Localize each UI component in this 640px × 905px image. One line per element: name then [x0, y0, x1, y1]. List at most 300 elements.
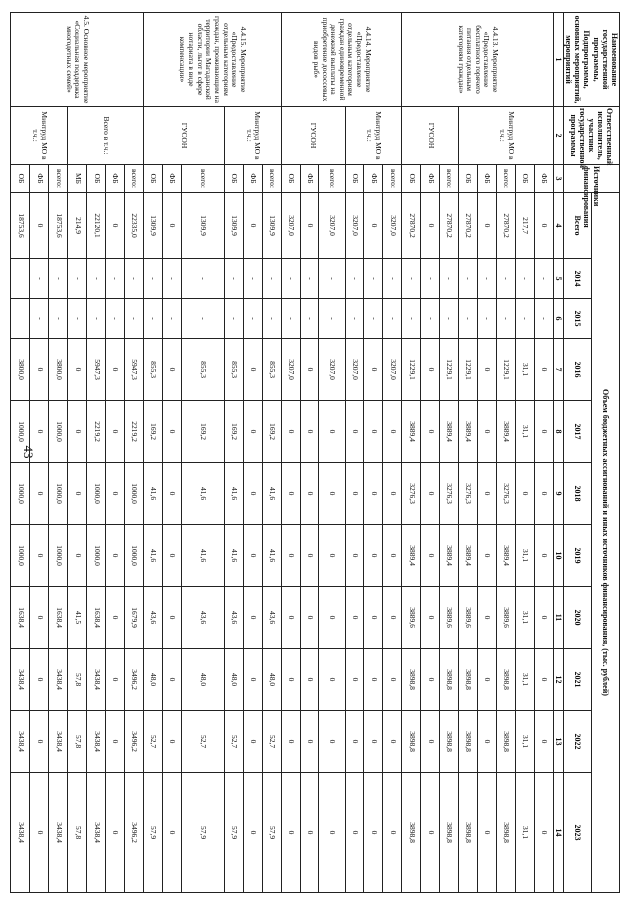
amount-cell: 0 [243, 401, 262, 463]
amount-cell: 3438,4 [11, 711, 30, 773]
year-header: 2022 [563, 711, 591, 773]
funding-source: ФБ [243, 165, 262, 193]
amount-cell: 0 [534, 587, 553, 649]
amount-cell: 41,6 [181, 463, 224, 525]
amount-cell: - [144, 299, 163, 339]
year-header: 2020 [563, 587, 591, 649]
table-row [181, 13, 224, 893]
amount-cell: 43,6 [144, 587, 163, 649]
year-header: 2015 [563, 299, 591, 339]
column-index: 14 [553, 773, 563, 893]
amount-cell: 0 [319, 711, 345, 773]
amount-cell: 0 [421, 587, 440, 649]
funding-source: всего: [440, 165, 459, 193]
index-row [553, 13, 563, 893]
amount-cell: 43,6 [224, 587, 243, 649]
amount-cell: 3207,0 [281, 339, 300, 401]
amount-cell: 3898,8 [402, 773, 421, 893]
amount-cell: 48,0 [262, 649, 281, 711]
amount-cell: 1000,0 [125, 525, 144, 587]
amount-cell: 3889,6 [440, 587, 459, 649]
amount-cell: 0 [534, 649, 553, 711]
amount-cell: 0 [300, 649, 319, 711]
funding-source: ФБ [534, 165, 553, 193]
amount-cell: 3207,0 [345, 193, 364, 259]
amount-cell: 27870,2 [402, 193, 421, 259]
amount-cell: 169,2 [181, 401, 224, 463]
amount-cell: 0 [383, 463, 402, 525]
amount-cell: - [515, 259, 534, 299]
amount-cell: 3438,4 [87, 773, 106, 893]
amount-cell: 217,7 [515, 193, 534, 259]
amount-cell: - [496, 299, 515, 339]
amount-cell: - [87, 259, 106, 299]
table-row [262, 13, 281, 893]
amount-cell: 2219,2 [125, 401, 144, 463]
name-column-header: Наименование государственной программы, Подпрограммы, основных мероприятий, мероприятий [563, 13, 619, 107]
amount-cell: 0 [106, 587, 125, 649]
amount-cell: 0 [534, 193, 553, 259]
amount-cell: - [515, 299, 534, 339]
amount-cell: 0 [478, 711, 497, 773]
amount-cell: - [300, 259, 319, 299]
amount-cell: 0 [162, 773, 181, 893]
amount-cell: 0 [162, 649, 181, 711]
amount-cell: 31,1 [515, 401, 534, 463]
year-header: 2017 [563, 401, 591, 463]
amount-cell: - [459, 299, 478, 339]
amount-cell: 0 [106, 525, 125, 587]
amount-cell: 3438,4 [11, 649, 30, 711]
amount-cell: - [383, 299, 402, 339]
amount-cell: 0 [162, 525, 181, 587]
amount-cell: 3438,4 [49, 773, 68, 893]
amount-cell: 1000,0 [11, 525, 30, 587]
amount-cell: 0 [421, 193, 440, 259]
amount-cell: 0 [345, 711, 364, 773]
funding-source: ФБ [364, 165, 383, 193]
amount-cell: 52,7 [144, 711, 163, 773]
amount-cell: - [421, 299, 440, 339]
rotated-table-wrapper [16, 12, 620, 892]
amount-cell: 0 [364, 587, 383, 649]
amount-cell: - [364, 259, 383, 299]
amount-cell: - [402, 259, 421, 299]
amount-cell: 0 [383, 525, 402, 587]
amount-cell: 0 [515, 463, 534, 525]
amount-cell: 57,8 [68, 649, 87, 711]
amount-cell: 3207,0 [319, 339, 345, 401]
amount-cell: 0 [478, 525, 497, 587]
funding-source: ОБ [11, 165, 30, 193]
funding-source: всего: [383, 165, 402, 193]
funding-source: всего: [49, 165, 68, 193]
amount-cell: 3276,3 [496, 463, 515, 525]
amount-cell: - [262, 299, 281, 339]
amount-cell: - [68, 299, 87, 339]
amount-cell: 3800,0 [49, 339, 68, 401]
column-index: 6 [553, 299, 563, 339]
amount-cell: 0 [30, 401, 49, 463]
amount-cell: - [162, 259, 181, 299]
column-index: 7 [553, 339, 563, 401]
table-row [319, 13, 345, 893]
amount-cell: 0 [478, 773, 497, 893]
amount-cell: 43,6 [181, 587, 224, 649]
amount-cell: 27870,2 [459, 193, 478, 259]
column-index: 2 [553, 107, 563, 165]
program-name: 4.5. Основное мероприятие «Социальная поддержка многодетных семей» [11, 13, 144, 107]
amount-cell: 3898,8 [459, 649, 478, 711]
amount-cell: 0 [30, 339, 49, 401]
amount-cell: 0 [106, 711, 125, 773]
amount-cell: - [162, 299, 181, 339]
amount-cell: 0 [162, 711, 181, 773]
table-row [49, 13, 68, 893]
amount-cell: 3898,8 [459, 773, 478, 893]
amount-cell: 3898,8 [402, 649, 421, 711]
amount-cell: 0 [383, 401, 402, 463]
amount-cell: 0 [281, 649, 300, 711]
amount-cell: 0 [364, 649, 383, 711]
amount-cell: 0 [281, 711, 300, 773]
amount-cell: 52,7 [262, 711, 281, 773]
amount-cell: 3800,0 [11, 339, 30, 401]
column-index: 11 [553, 587, 563, 649]
amount-cell: 3276,3 [440, 463, 459, 525]
amount-cell: 0 [300, 711, 319, 773]
amount-cell: 0 [106, 193, 125, 259]
amount-cell: 3889,4 [459, 525, 478, 587]
amount-cell: 0 [243, 193, 262, 259]
amount-cell: 3889,4 [440, 401, 459, 463]
amount-cell: 57,9 [181, 773, 224, 893]
amount-cell: 1309,9 [181, 193, 224, 259]
amount-cell: 3889,4 [402, 525, 421, 587]
amount-cell: 18753,6 [11, 193, 30, 259]
amount-cell: 3438,4 [87, 649, 106, 711]
amount-cell: 0 [300, 339, 319, 401]
amount-cell: 3898,8 [459, 711, 478, 773]
amount-cell: 0 [383, 587, 402, 649]
amount-cell: 0 [319, 463, 345, 525]
amount-cell: - [402, 299, 421, 339]
amount-cell: 0 [383, 649, 402, 711]
amount-cell: - [30, 299, 49, 339]
amount-cell: - [144, 259, 163, 299]
amount-cell: - [30, 259, 49, 299]
amount-cell: 0 [162, 401, 181, 463]
amount-cell: 3207,0 [345, 339, 364, 401]
funding-source: всего: [262, 165, 281, 193]
amount-cell: 0 [243, 587, 262, 649]
amount-cell: 5947,3 [125, 339, 144, 401]
amount-cell: 0 [319, 649, 345, 711]
amount-cell: 0 [300, 525, 319, 587]
amount-cell: - [243, 259, 262, 299]
amount-cell: - [478, 259, 497, 299]
amount-cell: 0 [68, 401, 87, 463]
amount-cell: 0 [300, 401, 319, 463]
funding-source: МБ [68, 165, 87, 193]
amount-cell: 0 [300, 463, 319, 525]
amount-cell: 0 [534, 525, 553, 587]
amount-cell: 31,1 [515, 339, 534, 401]
executor-column-header: Ответственный исполнитель, участник государственной программы [563, 107, 619, 165]
amount-cell: 3898,8 [440, 711, 459, 773]
amount-cell: 3889,4 [459, 401, 478, 463]
funding-source: ОБ [224, 165, 243, 193]
amount-cell: 169,2 [224, 401, 243, 463]
amount-cell: 52,7 [181, 711, 224, 773]
amount-cell: - [421, 259, 440, 299]
amount-cell: 0 [243, 711, 262, 773]
amount-cell: 48,0 [224, 649, 243, 711]
funding-source: всего: [181, 165, 224, 193]
amount-cell: 1229,1 [402, 339, 421, 401]
amount-cell: - [345, 299, 364, 339]
year-header: 2019 [563, 525, 591, 587]
table-row [440, 13, 459, 893]
amount-cell: 3898,8 [402, 711, 421, 773]
amount-cell: 0 [345, 463, 364, 525]
amount-cell: 1638,4 [11, 587, 30, 649]
amount-cell: 855,3 [144, 339, 163, 401]
amount-cell: 0 [281, 463, 300, 525]
amount-cell: - [224, 259, 243, 299]
executor-name: Всего в т.ч.: [68, 107, 144, 165]
amount-cell: - [106, 259, 125, 299]
amount-cell: 0 [421, 401, 440, 463]
amount-cell: 1229,1 [459, 339, 478, 401]
amount-cell: 0 [162, 339, 181, 401]
amount-cell: 2219,2 [87, 401, 106, 463]
amount-cell: - [87, 299, 106, 339]
amount-cell: 0 [478, 339, 497, 401]
amount-cell: 57,8 [68, 773, 87, 893]
column-index: 9 [553, 463, 563, 525]
amount-cell: 0 [30, 525, 49, 587]
amount-cell: - [534, 299, 553, 339]
amount-cell: 22335,0 [125, 193, 144, 259]
funding-source: ФБ [106, 165, 125, 193]
funding-table [10, 12, 620, 893]
amount-cell: 0 [68, 525, 87, 587]
funding-source: всего: [125, 165, 144, 193]
amount-cell: 3898,8 [496, 773, 515, 893]
amount-cell: 0 [364, 525, 383, 587]
amount-cell: 0 [30, 463, 49, 525]
amount-cell: 855,3 [181, 339, 224, 401]
amount-cell: 855,3 [262, 339, 281, 401]
amount-cell: 0 [478, 401, 497, 463]
table-row [125, 13, 144, 893]
amount-cell: 0 [106, 463, 125, 525]
amount-cell: 3207,0 [383, 193, 402, 259]
amount-cell: - [345, 259, 364, 299]
amount-cell: 0 [534, 339, 553, 401]
amount-cell: 22120,1 [87, 193, 106, 259]
executor-name: ГУСОН [281, 107, 345, 165]
amount-cell: 0 [478, 649, 497, 711]
amount-cell: 0 [319, 587, 345, 649]
amount-cell: 1638,4 [87, 587, 106, 649]
amount-cell: 0 [281, 525, 300, 587]
funding-source: ОБ [402, 165, 421, 193]
amount-cell: 0 [534, 401, 553, 463]
amount-cell: 3438,4 [49, 649, 68, 711]
amount-cell: 3207,0 [281, 193, 300, 259]
amount-cell: 0 [421, 711, 440, 773]
executor-name: Минтруд МО в т.ч.: [224, 107, 281, 165]
amount-cell: 0 [421, 339, 440, 401]
amount-cell: 0 [478, 587, 497, 649]
amount-cell [11, 259, 30, 299]
amount-cell: 0 [364, 339, 383, 401]
amount-cell: 3276,3 [459, 463, 478, 525]
amount-cell: 3889,4 [402, 401, 421, 463]
amount-cell: 3438,4 [11, 773, 30, 893]
amount-cell: 0 [243, 773, 262, 893]
amount-cell: 0 [383, 711, 402, 773]
amount-cell: 0 [534, 773, 553, 893]
amount-cell: 3889,4 [496, 525, 515, 587]
amount-cell: 0 [30, 711, 49, 773]
column-index: 1 [553, 13, 563, 107]
amount-cell: - [281, 299, 300, 339]
amount-cell: - [364, 299, 383, 339]
amount-cell: 0 [30, 649, 49, 711]
amount-cell: 0 [534, 711, 553, 773]
column-index: 12 [553, 649, 563, 711]
amount-cell: 0 [106, 339, 125, 401]
amount-cell: 1000,0 [11, 401, 30, 463]
amount-cell: 0 [345, 649, 364, 711]
amount-cell: 0 [300, 587, 319, 649]
amount-cell: - [478, 299, 497, 339]
amount-cell: 0 [30, 193, 49, 259]
amount-cell: 169,2 [262, 401, 281, 463]
amount-cell: 0 [300, 773, 319, 893]
amount-cell: 1000,0 [49, 401, 68, 463]
amount-cell: 0 [421, 463, 440, 525]
amount-cell: 43,6 [262, 587, 281, 649]
header-row-top [591, 13, 619, 893]
amount-cell: 0 [106, 649, 125, 711]
funding-source: ФБ [478, 165, 497, 193]
table-body [11, 13, 553, 893]
amount-cell: 1679,9 [125, 587, 144, 649]
amount-cell: 0 [364, 463, 383, 525]
amount-cell: - [49, 259, 68, 299]
amount-cell: 0 [478, 193, 497, 259]
amount-cell: - [181, 259, 224, 299]
amount-cell: - [224, 299, 243, 339]
amount-cell: - [534, 259, 553, 299]
amount-cell: 1309,9 [262, 193, 281, 259]
amount-cell: - [440, 259, 459, 299]
amount-cell: - [125, 259, 144, 299]
amount-cell: 0 [281, 587, 300, 649]
amount-cell: 18753,6 [49, 193, 68, 259]
amount-cell: - [262, 259, 281, 299]
amount-cell: - [383, 259, 402, 299]
amount-cell: 0 [162, 193, 181, 259]
column-index: 13 [553, 711, 563, 773]
amount-cell: 1229,1 [496, 339, 515, 401]
year-header: 2016 [563, 339, 591, 401]
amount-cell: 57,9 [224, 773, 243, 893]
table-row [534, 13, 553, 893]
amount-cell: 3898,8 [440, 773, 459, 893]
funding-title: Объем бюджетных ассигнований и иных источников финансирования, (тыс. рублей) [591, 193, 619, 893]
amount-cell: 3276,3 [402, 463, 421, 525]
amount-cell: 41,6 [144, 463, 163, 525]
funding-source: ФБ [162, 165, 181, 193]
funding-source: ФБ [421, 165, 440, 193]
amount-cell: 48,0 [181, 649, 224, 711]
funding-source: всего: [496, 165, 515, 193]
amount-cell: 1309,9 [144, 193, 163, 259]
amount-cell: 48,0 [144, 649, 163, 711]
amount-cell: 3898,8 [440, 649, 459, 711]
amount-cell: 3889,6 [459, 587, 478, 649]
source-column-header: Источники финансирования [563, 165, 619, 193]
amount-cell: 57,8 [68, 711, 87, 773]
amount-cell: 41,6 [224, 525, 243, 587]
amount-cell: 5947,3 [87, 339, 106, 401]
amount-cell: 3207,0 [383, 339, 402, 401]
amount-cell: 0 [30, 587, 49, 649]
executor-name: Минтруд МО в т.ч.: [11, 107, 68, 165]
amount-cell: - [440, 299, 459, 339]
amount-cell: 31,1 [515, 773, 534, 893]
amount-cell: 0 [319, 525, 345, 587]
amount-cell: 0 [364, 773, 383, 893]
amount-cell: 31,1 [515, 649, 534, 711]
amount-cell: 3496,2 [125, 711, 144, 773]
program-name: 4.4.14. Мероприятие «Предоставление отдельным категориям граждан единовременной денежной выплаты на приобретение дососсевых видов рыб» [281, 13, 402, 107]
column-index: 5 [553, 259, 563, 299]
amount-cell: 0 [383, 773, 402, 893]
amount-cell: - [319, 299, 345, 339]
amount-cell: 41,6 [181, 525, 224, 587]
funding-source: ОБ [281, 165, 300, 193]
amount-cell: 0 [68, 463, 87, 525]
amount-cell: 3898,8 [496, 649, 515, 711]
year-header: 2023 [563, 773, 591, 893]
amount-cell: 0 [345, 773, 364, 893]
amount-cell: 31,1 [515, 711, 534, 773]
amount-cell: 3496,2 [125, 773, 144, 893]
amount-cell: 3889,4 [496, 401, 515, 463]
amount-cell: 1000,0 [87, 463, 106, 525]
program-name: 4.4.13. Мероприятие «Предоставление бесплатного горячего питания отдельным категориям граждан» [402, 13, 553, 107]
amount-cell: 855,3 [224, 339, 243, 401]
amount-cell: - [68, 259, 87, 299]
amount-cell: 41,6 [262, 463, 281, 525]
funding-source: ФБ [30, 165, 49, 193]
executor-name: Минтруд МО в т.ч.: [345, 107, 402, 165]
amount-cell: 3438,4 [87, 711, 106, 773]
amount-cell: 1638,4 [49, 587, 68, 649]
table-row [383, 13, 402, 893]
amount-cell: 1229,1 [440, 339, 459, 401]
amount-cell: 0 [478, 463, 497, 525]
amount-cell: 3889,4 [440, 525, 459, 587]
amount-cell: 1000,0 [125, 463, 144, 525]
amount-cell: 0 [243, 649, 262, 711]
